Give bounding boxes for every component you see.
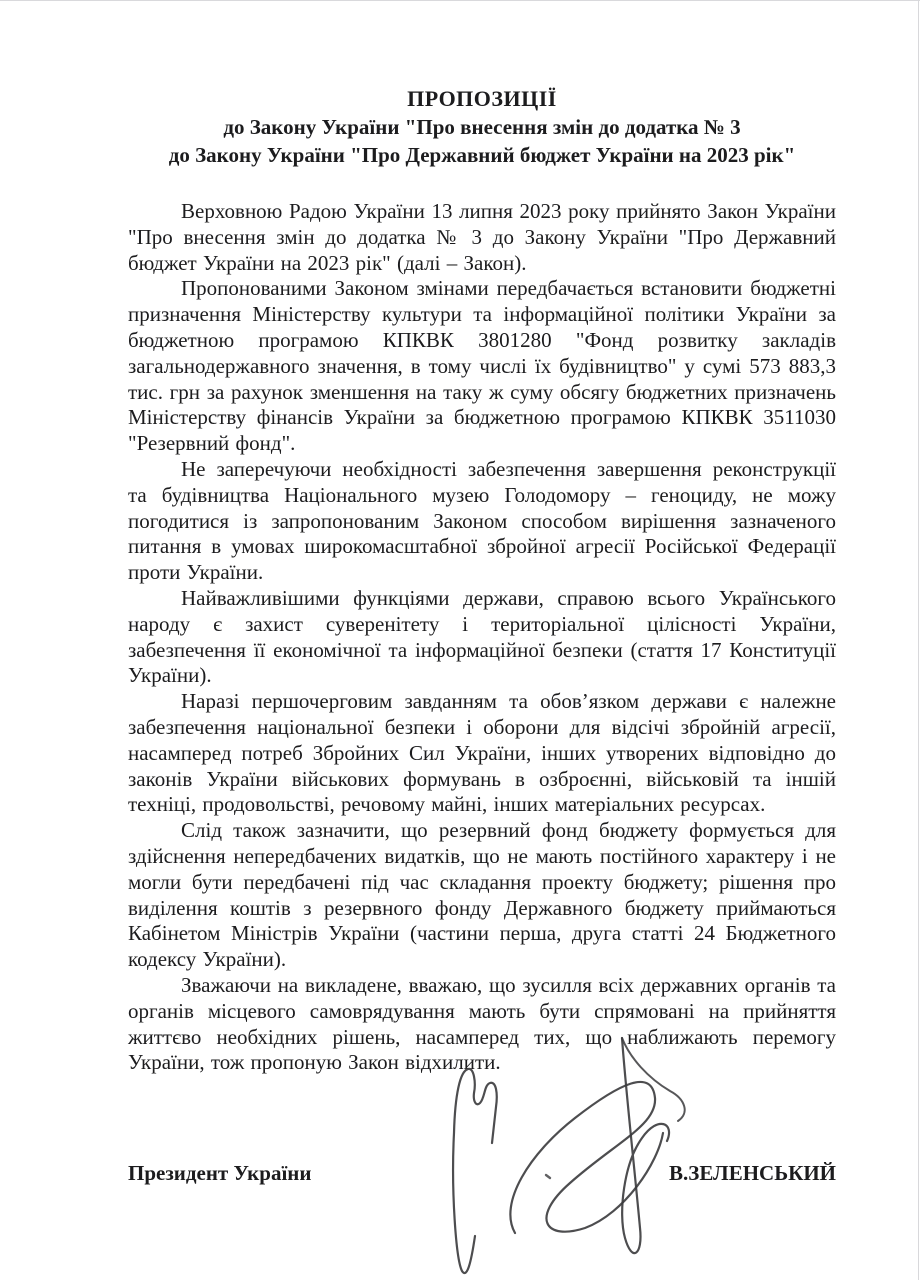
paragraph: Слід також зазначити, що резервний фонд бюджету формується для здійснення непередбачених видатків, що не мають постійного характеру і не могли бути передбачені під час складання проекту бюджету; рішення про виділення коштів з резервного фонду Державного бюджету приймаються Кабінетом Міністрів України (частини перша, друга статті 24 Бюджетного кодексу України). bbox=[128, 818, 836, 972]
paragraph: Найважливішими функціями держави, справою всього Українського народу є захист суверенітету і територіальної цілісності України, забезпечення її економічної та інформаційної безпеки (стаття 17 Конституції України). bbox=[128, 585, 836, 688]
title-line-2: до Закону України "Про внесення змін до додатка № 3 bbox=[223, 115, 741, 139]
paragraph: Верховною Радою України 13 липня 2023 року прийнято Закон України "Про внесення змін до додатка № 3 до Закону України "Про Державний бюджет України на 2023 рік" (далі – Закон). bbox=[128, 199, 836, 275]
document-content bbox=[128, 85, 836, 1076]
paragraph: Не заперечуючи необхідності забезпечення завершення реконструкції та будівництва Національного музею Голодомору – геноциду, не можу погодитися із запропонованим Законом способом вирішення зазначеного питання в умовах широкомасштабної збройної агресії Російської Федерації проти України. bbox=[128, 456, 836, 585]
title-line-1: ПРОПОЗИЦІЇ bbox=[407, 86, 557, 111]
document-body bbox=[128, 199, 836, 1076]
title-line-3: до Закону України "Про Державний бюджет України на 2023 рік" bbox=[168, 143, 796, 167]
signatory-name: В.ЗЕЛЕНСЬКИЙ bbox=[668, 1161, 836, 1185]
paragraph: Наразі першочерговим завданням та обов’язком держави є належне забезпечення національної безпеки і оборони для відсічі збройній агресії, насамперед потреб Збройних Сил України, інших утворених відповідно до законів України військових формувань в озброєнні, військовій та іншій техніці, продовольстві, речовому майні, інших матеріальних ресурсах. bbox=[128, 689, 836, 817]
doc-title bbox=[128, 85, 836, 169]
paragraph: Пропонованими Законом змінами передбачається встановити бюджетні призначення Міністерству культури та інформаційної політики України за бюджетною програмою КПКВК 3801280 "Фонд розвитку закладів загальнодержавного значення, в тому числі їх будівництво" у сумі 573 883,3 тис. грн за рахунок зменшення на таку ж суму обсягу бюджетних призначень Міністерству фінансів України за бюджетною програмою КПКВК 3511030 "Резервний фонд". bbox=[128, 276, 836, 456]
paragraph: Зважаючи на викладене, вважаю, що зусилля всіх державних органів та органів місцевого самоврядування мають бути спрямовані на прийняття життєво необхідних рішень, насамперед тих, що наближають перемогу України, тож пропоную Закон відхилити. bbox=[128, 972, 836, 1075]
signatory-role: Президент України bbox=[128, 1161, 312, 1185]
signature-block bbox=[128, 1161, 836, 1186]
